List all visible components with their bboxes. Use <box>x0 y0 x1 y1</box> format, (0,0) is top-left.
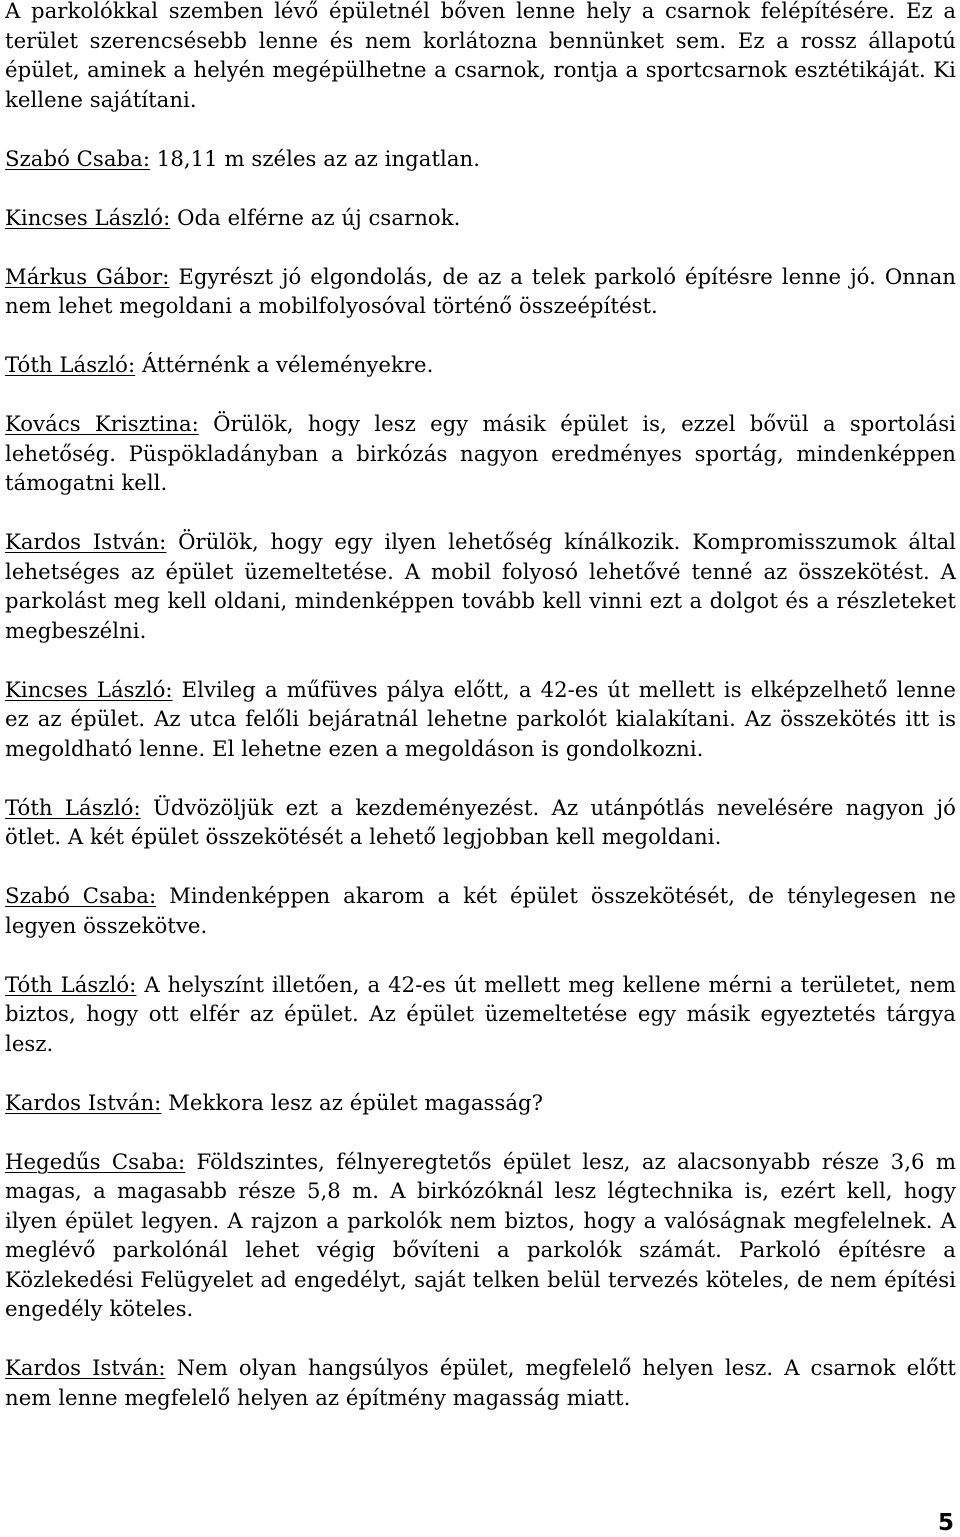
paragraph-text: Örülök, hogy egy ilyen lehetőség kínálkozik. Kompromisszumok által lehetséges az épület üzemeltetése. A mobil folyosó lehetővé tenné az összekötést. A parkolást meg kell oldani, mindenképpen tovább kell vinni ezt a dolgot és a részleteket megbeszélni. <box>5 529 957 643</box>
speaker-name: Kincses László: <box>5 676 173 702</box>
paragraph-text: Egyrészt jó elgondolás, de az a telek parkoló építésre lenne jó. Onnan nem lehet megoldani a mobilfolyosóval történő összeépítést. <box>5 263 957 318</box>
paragraph-text: Oda elférne az új csarnok. <box>170 204 461 230</box>
speaker-name: Szabó Csaba: <box>5 883 157 908</box>
speaker-name: Kardos István: <box>5 1089 162 1115</box>
paragraph-toth-laszlo <box>5 350 956 380</box>
paragraph-text: Földszintes, félnyeregtetős épület lesz, az alacsonyabb része 3,6 m magas, a magasabb része 5,8 m. A birkózóknál lesz légtechnika is, ezért kell, hogy ilyen épület legyen. A rajzon a parkolók nem biztos, hogy a valóságnak megfelelnek. A meglévő parkolónál lehet végig bővíteni a parkolók számát. Parkoló építésre a Közlekedési Felügyelet ad engedélyt, saját telken belül tervezés köteles, de nem építési engedély köteles. <box>5 1148 956 1321</box>
paragraph-markus-gabor <box>5 262 956 321</box>
paragraph-kincses-laszlo <box>5 675 956 764</box>
speaker-name: Tóth László: <box>5 352 136 377</box>
paragraph-intro <box>5 0 956 114</box>
paragraph-kardos-istvan <box>5 1353 956 1412</box>
speaker-name: Tóth László: <box>5 971 137 997</box>
speaker-name: Kincses László: <box>5 204 171 230</box>
paragraph-szabo-csaba <box>5 881 956 940</box>
speaker-name: Kardos István: <box>5 529 167 554</box>
paragraph-kovacs-krisztina <box>5 409 956 498</box>
speaker-name: Márkus Gábor: <box>5 263 170 289</box>
paragraph-hegedus-csaba <box>5 1147 956 1324</box>
paragraph-toth-laszlo <box>5 793 956 852</box>
paragraph-kardos-istvan <box>5 1088 956 1118</box>
paragraph-text: Örülök, hogy lesz egy másik épület is, ezzel bővül a sportolási lehetőség. Püspökladányban a birkózás nagyon eredményes sportág, mindenképpen támogatni kell. <box>5 411 957 495</box>
document-page <box>5 0 956 1412</box>
paragraph-text: Nem olyan hangsúlyos épület, megfelelő helyen lesz. A csarnok előtt nem lenne megfelelő helyen az építmény magasság miatt. <box>5 1355 957 1410</box>
paragraph-toth-laszlo <box>5 970 956 1059</box>
paragraph-text: A parkolókkal szemben lévő épületnél bőven lenne hely a csarnok felépítésére. Ez a terület szerencsésebb lenne és nem korlátozna bennünket sem. Ez a rossz állapotú épület, aminek a helyén megépülhetne a csarnok, rontja a sportcsarnok esztétikáját. Ki kellene sajátítani. <box>5 0 956 112</box>
page-number: 5 <box>937 1510 954 1536</box>
paragraph-text: Elvileg a műfüves pálya előtt, a 42-es út mellett is elképzelhető lenne ez az épület. Az utca felőli bejáratnál lehetne parkolót kialakítani. Az összekötés itt is megoldható lenne. El lehetne ezen a megoldáson is gondolkozni. <box>5 676 957 761</box>
paragraph-text: A helyszínt illetően, a 42-es út mellett meg kellene mérni a területet, nem biztos, hogy ott elfér az épület. Az épület üzemeltetése egy másik egyeztetés tárgya lesz. <box>5 971 956 1056</box>
paragraph-text: 18,11 m széles az az ingatlan. <box>150 145 480 171</box>
speaker-name: Kardos István: <box>5 1355 166 1380</box>
speaker-name: Kovács Krisztina: <box>5 411 199 436</box>
paragraph-text: Mekkora lesz az épület magasság? <box>161 1089 544 1115</box>
paragraph-szabo-csaba <box>5 144 956 174</box>
paragraph-text: Mindenképpen akarom a két épület összekötését, de ténylegesen ne legyen összekötve. <box>5 883 956 938</box>
paragraph-text: Áttérnénk a véleményekre. <box>135 352 434 377</box>
speaker-name: Hegedűs Csaba: <box>5 1148 186 1174</box>
paragraph-kincses-laszlo <box>5 203 956 233</box>
paragraph-text: Üdvözöljük ezt a kezdeményezést. Az utánpótlás nevelésére nagyon jó ötlet. A két épület összekötését a lehető legjobban kell megoldani. <box>5 794 956 849</box>
speaker-name: Tóth László: <box>5 794 141 820</box>
paragraph-kardos-istvan <box>5 527 956 645</box>
speaker-name: Szabó Csaba: <box>5 145 151 171</box>
